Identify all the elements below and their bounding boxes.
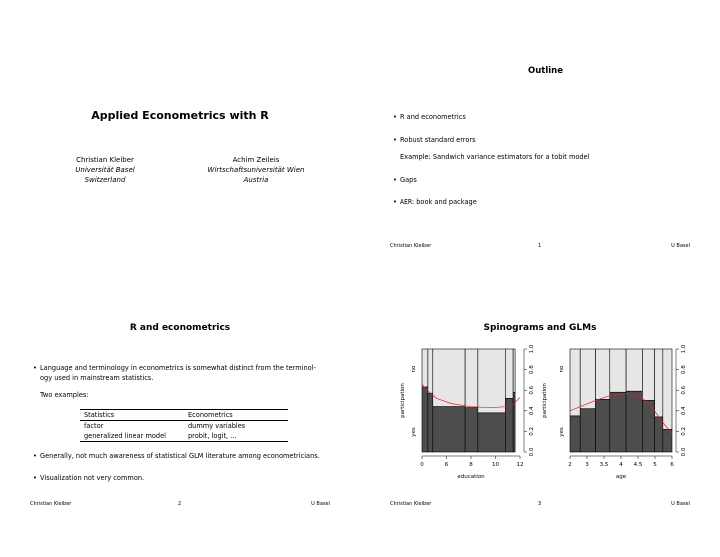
- x-tick-label: 10: [492, 462, 499, 468]
- bar-yes: [626, 391, 642, 452]
- bar-yes: [478, 413, 505, 452]
- bar-no: [465, 349, 478, 408]
- y-tick-label: 1.0: [529, 344, 535, 354]
- bar-yes: [422, 387, 428, 452]
- y-tick-label: 0.8: [681, 365, 687, 374]
- bar-yes: [513, 392, 515, 452]
- bar-no: [626, 349, 642, 391]
- author-1: [45, 155, 165, 185]
- r-econometrics-slide: [0, 279, 360, 557]
- x-tick-label: 3: [585, 462, 589, 468]
- title-slide: [0, 0, 360, 278]
- footer-page: 1: [538, 243, 542, 249]
- author-country: Austria: [243, 176, 269, 184]
- x-tick-label: 4.5: [633, 462, 643, 468]
- table-row: [80, 421, 288, 432]
- y-tick-label: 0.0: [681, 447, 687, 457]
- bar-yes: [428, 393, 433, 452]
- author-2: [196, 155, 316, 185]
- footer-page: 3: [538, 501, 542, 507]
- bar-yes: [655, 417, 663, 452]
- footer-left: Christian Kleiber: [390, 501, 432, 507]
- bar-no: [663, 349, 672, 429]
- y-axis-label: participation: [400, 383, 406, 418]
- bar-no: [596, 349, 610, 399]
- x-tick-label: 4: [619, 462, 623, 468]
- y-tick-label: 0.6: [681, 385, 687, 395]
- bar-no: [655, 349, 663, 417]
- spinogram-charts: [360, 339, 720, 489]
- category-label-yes: yes: [559, 427, 565, 437]
- bullet-glm: • Generally, not much awareness of statistical GLM literature among econometricians.: [33, 452, 320, 460]
- x-tick-label: 6: [670, 462, 674, 468]
- bar-yes: [580, 409, 595, 452]
- table-row: [80, 431, 288, 442]
- bar-yes: [610, 392, 626, 452]
- table-cell: dummy variables: [188, 422, 246, 430]
- table-header: Econometrics: [184, 410, 288, 421]
- footer-left: Christian Kleiber: [390, 243, 432, 249]
- presentation-title: Applied Econometrics with R: [91, 109, 269, 122]
- bullet-visualization: • Visualization not very common.: [33, 474, 145, 482]
- x-axis-label: education: [457, 474, 485, 480]
- y-tick-label: 0.2: [681, 427, 687, 436]
- bar-no: [433, 349, 465, 407]
- outline-bullet: • AER: book and package: [393, 198, 477, 206]
- y-tick-label: 0.0: [529, 447, 535, 457]
- bar-no: [570, 349, 580, 416]
- bar-no: [422, 349, 428, 387]
- outline-bullet: • R and econometrics: [393, 113, 466, 121]
- y-tick-label: 0.8: [529, 365, 535, 374]
- bar-yes: [465, 408, 478, 452]
- category-label-yes: yes: [411, 427, 417, 437]
- x-tick-label: 0: [420, 462, 424, 468]
- table-header-row: [80, 410, 288, 421]
- table-header: Statistics: [80, 410, 184, 421]
- slide-title: Spinograms and GLMs: [483, 323, 597, 333]
- footer-right: U Basel: [671, 243, 690, 249]
- aer-code: AER: [400, 198, 412, 206]
- x-tick-label: 2: [568, 462, 572, 468]
- two-examples: Two examples:: [40, 391, 89, 399]
- bar-no: [642, 349, 654, 401]
- y-axis-label: participation: [542, 383, 548, 418]
- x-tick-label: 5: [653, 462, 657, 468]
- y-tick-label: 0.4: [529, 406, 535, 416]
- bullet-language: • Language and terminology in econometrics is somewhat distinct from the terminol- ogy used in mainstream statistics.: [33, 364, 316, 382]
- bar-yes: [433, 407, 465, 452]
- bar-no: [580, 349, 595, 409]
- x-tick-label: 6: [444, 462, 449, 468]
- table-cell: probit, logit, ...: [184, 431, 288, 442]
- bar-yes: [570, 416, 580, 452]
- outline-bullet: • Gaps: [393, 176, 417, 184]
- bar-no: [505, 349, 513, 398]
- y-tick-label: 1.0: [681, 344, 687, 354]
- y-tick-label: 0.2: [529, 427, 535, 436]
- footer-right: U Basel: [311, 501, 330, 507]
- y-tick-label: 0.6: [529, 385, 535, 395]
- bar-yes: [663, 429, 672, 452]
- y-tick-label: 0.4: [681, 406, 687, 416]
- author-affiliation: Wirtschaftsuniversität Wien: [207, 166, 305, 174]
- outline-title: Outline: [528, 66, 563, 76]
- x-axis-label: age: [615, 474, 627, 480]
- bar-no: [428, 349, 433, 393]
- table-cell: generalized linear model: [80, 431, 184, 442]
- spinogram-slide: [360, 279, 720, 557]
- category-label-no: no: [559, 365, 565, 373]
- outline-sub-item: Example: Sandwich variance estimators for a tobit model: [400, 153, 590, 161]
- bar-yes: [596, 399, 610, 452]
- bar-no: [513, 349, 515, 392]
- slide-title: R and econometrics: [129, 323, 231, 333]
- category-label-no: no: [411, 365, 417, 373]
- x-tick-label: 3.5: [599, 462, 609, 468]
- table-cell: factor: [84, 422, 104, 430]
- x-tick-label: 12: [516, 462, 524, 468]
- author-name: Christian Kleiber: [76, 156, 134, 164]
- terminology-table: [80, 409, 288, 442]
- author-country: Switzerland: [84, 176, 126, 184]
- footer-page: 2: [178, 501, 182, 507]
- author-affiliation: Universität Basel: [75, 166, 135, 174]
- outline-slide: [360, 0, 720, 278]
- footer-right: U Basel: [671, 501, 690, 507]
- x-tick-label: 8: [469, 462, 473, 468]
- bar-no: [478, 349, 505, 413]
- author-name: Achim Zeileis: [232, 156, 280, 164]
- footer-left: Christian Kleiber: [30, 501, 72, 507]
- bar-no: [610, 349, 626, 392]
- outline-bullet: • Robust standard errors: [393, 136, 476, 144]
